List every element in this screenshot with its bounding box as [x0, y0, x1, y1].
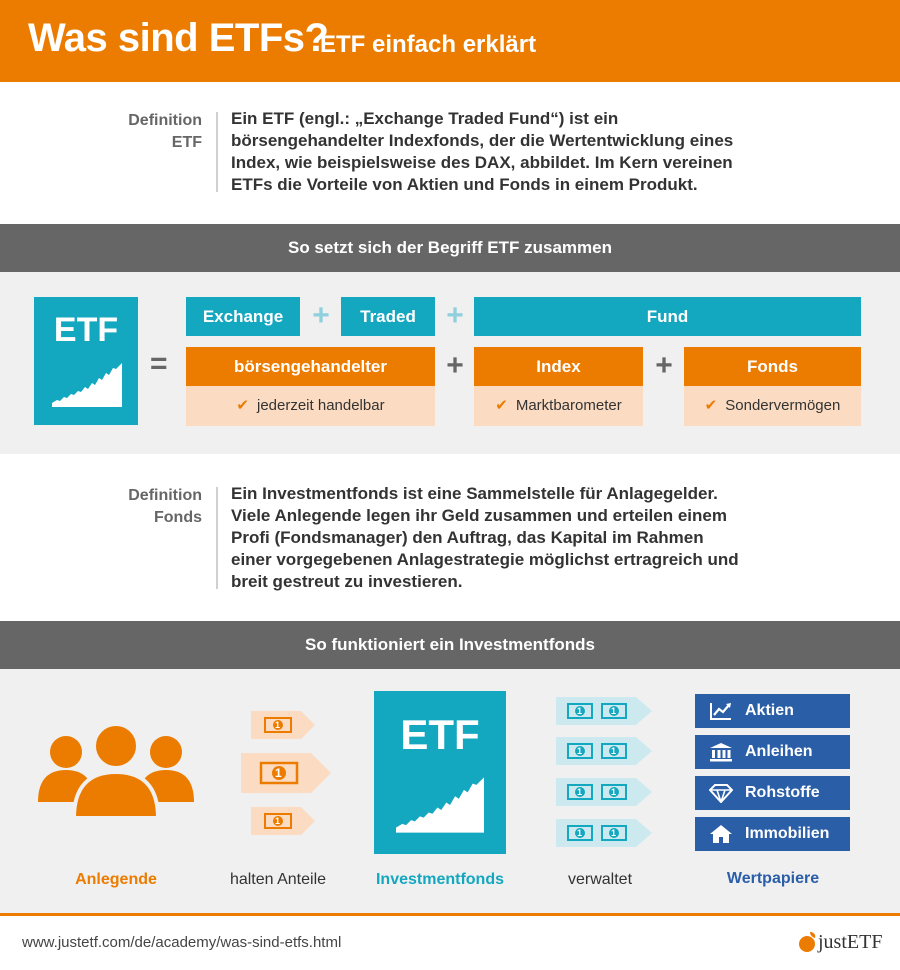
- money-tag-icon: [556, 737, 652, 765]
- growth-chart-icon: [396, 777, 484, 833]
- definition-fonds-text: [231, 483, 801, 593]
- text-line: Index, wie beispielsweise des DAX, abbildet. Im Kern vereinen: [231, 153, 733, 172]
- definition-fonds: [0, 483, 900, 591]
- plus-sign: +: [446, 349, 464, 382]
- feature-label: Marktbarometer: [515, 397, 622, 414]
- bill-value: 1: [577, 746, 583, 756]
- definition-etf-text: [231, 108, 801, 196]
- text-line: Viele Anlegende legen ihr Geld zusammen und erteilen einem: [231, 506, 727, 525]
- etf-fund-tile: [374, 691, 506, 854]
- diamond-icon: [709, 783, 733, 803]
- bill-value: 1: [611, 746, 617, 756]
- feature-tradable: [186, 386, 435, 426]
- definition-separator: [216, 487, 218, 589]
- bill-value: 1: [275, 766, 282, 780]
- text-line: Ein ETF (engl.: „Exchange Traded Fund“) ist ein: [231, 109, 619, 128]
- etf-tile-label: ETF: [400, 711, 480, 758]
- bill-value: 1: [577, 787, 583, 797]
- caption-managed: verwaltet: [567, 871, 633, 888]
- share-tag-icon: [251, 711, 315, 739]
- box-fund: Fund: [474, 297, 861, 336]
- feature-label: jederzeit handelbar: [256, 397, 385, 414]
- text-line: Profi (Fondsmanager) den Auftrag, das Kapital im Rahmen: [231, 528, 704, 547]
- check-icon: ✔: [704, 397, 718, 414]
- equals-sign: =: [150, 347, 168, 380]
- logo-text: justETF: [818, 931, 883, 953]
- security-bonds: [695, 735, 850, 769]
- section-heading-composition: So setzt sich der Begriff ETF zusammen: [0, 224, 900, 272]
- house-icon: [709, 824, 733, 844]
- box-fonds: Fonds: [684, 347, 861, 386]
- money-tag-icon: [556, 819, 652, 847]
- box-boersengehandelter: börsengehandelter: [186, 347, 435, 386]
- box-traded: Traded: [341, 297, 435, 336]
- text-line: breit gestreut zu investieren.: [231, 572, 463, 591]
- caption-securities: Wertpapiere: [726, 870, 820, 887]
- feature-label: Sondervermögen: [725, 397, 841, 414]
- caption-fund: Investmentfonds: [375, 871, 504, 888]
- definition-label-line2: ETF: [171, 134, 202, 151]
- feature-special-assets: [684, 386, 861, 426]
- text-line: Ein Investmentfonds ist eine Sammelstelle für Anlagegelder.: [231, 484, 718, 503]
- etf-tile-label: ETF: [53, 311, 119, 349]
- security-stocks: [695, 694, 850, 728]
- investors-icon: [38, 722, 194, 820]
- section-heading-fund-process: So funktioniert ein Investmentfonds: [0, 621, 900, 669]
- security-real-estate: [695, 817, 850, 851]
- plus-sign: +: [446, 299, 464, 332]
- footer-divider: [0, 913, 900, 916]
- plus-sign: +: [312, 299, 330, 332]
- definition-label-line1: Definition: [128, 112, 202, 129]
- bank-icon: [709, 742, 733, 762]
- definition-separator: [216, 112, 218, 192]
- header-banner: [0, 0, 900, 82]
- growth-chart-icon: [52, 363, 122, 407]
- etf-tile: [34, 297, 138, 425]
- check-icon: ✔: [495, 397, 508, 414]
- money-tag-icon: [556, 778, 652, 806]
- bill-value: 1: [275, 816, 281, 826]
- page-title: Was sind ETFs?: [28, 16, 329, 60]
- definition-etf: [0, 108, 900, 192]
- bill-value: 1: [275, 720, 281, 730]
- security-label: Rohstoffe: [745, 784, 820, 801]
- chart-line-icon: [709, 701, 733, 721]
- bill-value: 1: [611, 828, 617, 838]
- box-exchange: Exchange: [186, 297, 300, 336]
- bill-value: 1: [611, 706, 617, 716]
- text-line: ETFs die Vorteile von Aktien und Fonds in einem Produkt.: [231, 175, 698, 194]
- text-line: börsengehandelter Indexfonds, der die Wertentwicklung eines: [231, 131, 734, 150]
- security-label: Aktien: [745, 702, 794, 719]
- definition-label-line2: Fonds: [154, 509, 202, 526]
- security-commodities: [695, 776, 850, 810]
- definition-label-line1: Definition: [128, 487, 202, 504]
- bill-value: 1: [577, 828, 583, 838]
- share-tag-icon: [241, 753, 331, 793]
- definition-fonds-label: [128, 485, 202, 529]
- security-label: Immobilien: [745, 825, 830, 842]
- plus-sign: +: [655, 349, 673, 382]
- definition-etf-label: [128, 110, 202, 154]
- bill-value: 1: [577, 706, 583, 716]
- bill-value: 1: [611, 787, 617, 797]
- box-index: Index: [474, 347, 643, 386]
- check-icon: ✔: [236, 397, 249, 414]
- share-tag-icon: [251, 807, 315, 835]
- security-label: Anleihen: [745, 743, 813, 760]
- logo-mark-icon: [796, 930, 818, 956]
- caption-shares: halten Anteile: [229, 871, 327, 888]
- footer-url[interactable]: www.justetf.com/de/academy/was-sind-etfs.html: [22, 934, 342, 951]
- text-line: einer vorgegebenen Anlagestrategie möglichst ertragreich und: [231, 550, 739, 569]
- feature-barometer: [474, 386, 643, 426]
- caption-investors: Anlegende: [75, 871, 157, 888]
- page-subtitle: ETF einfach erklärt: [320, 31, 537, 58]
- money-tag-icon: [556, 697, 652, 725]
